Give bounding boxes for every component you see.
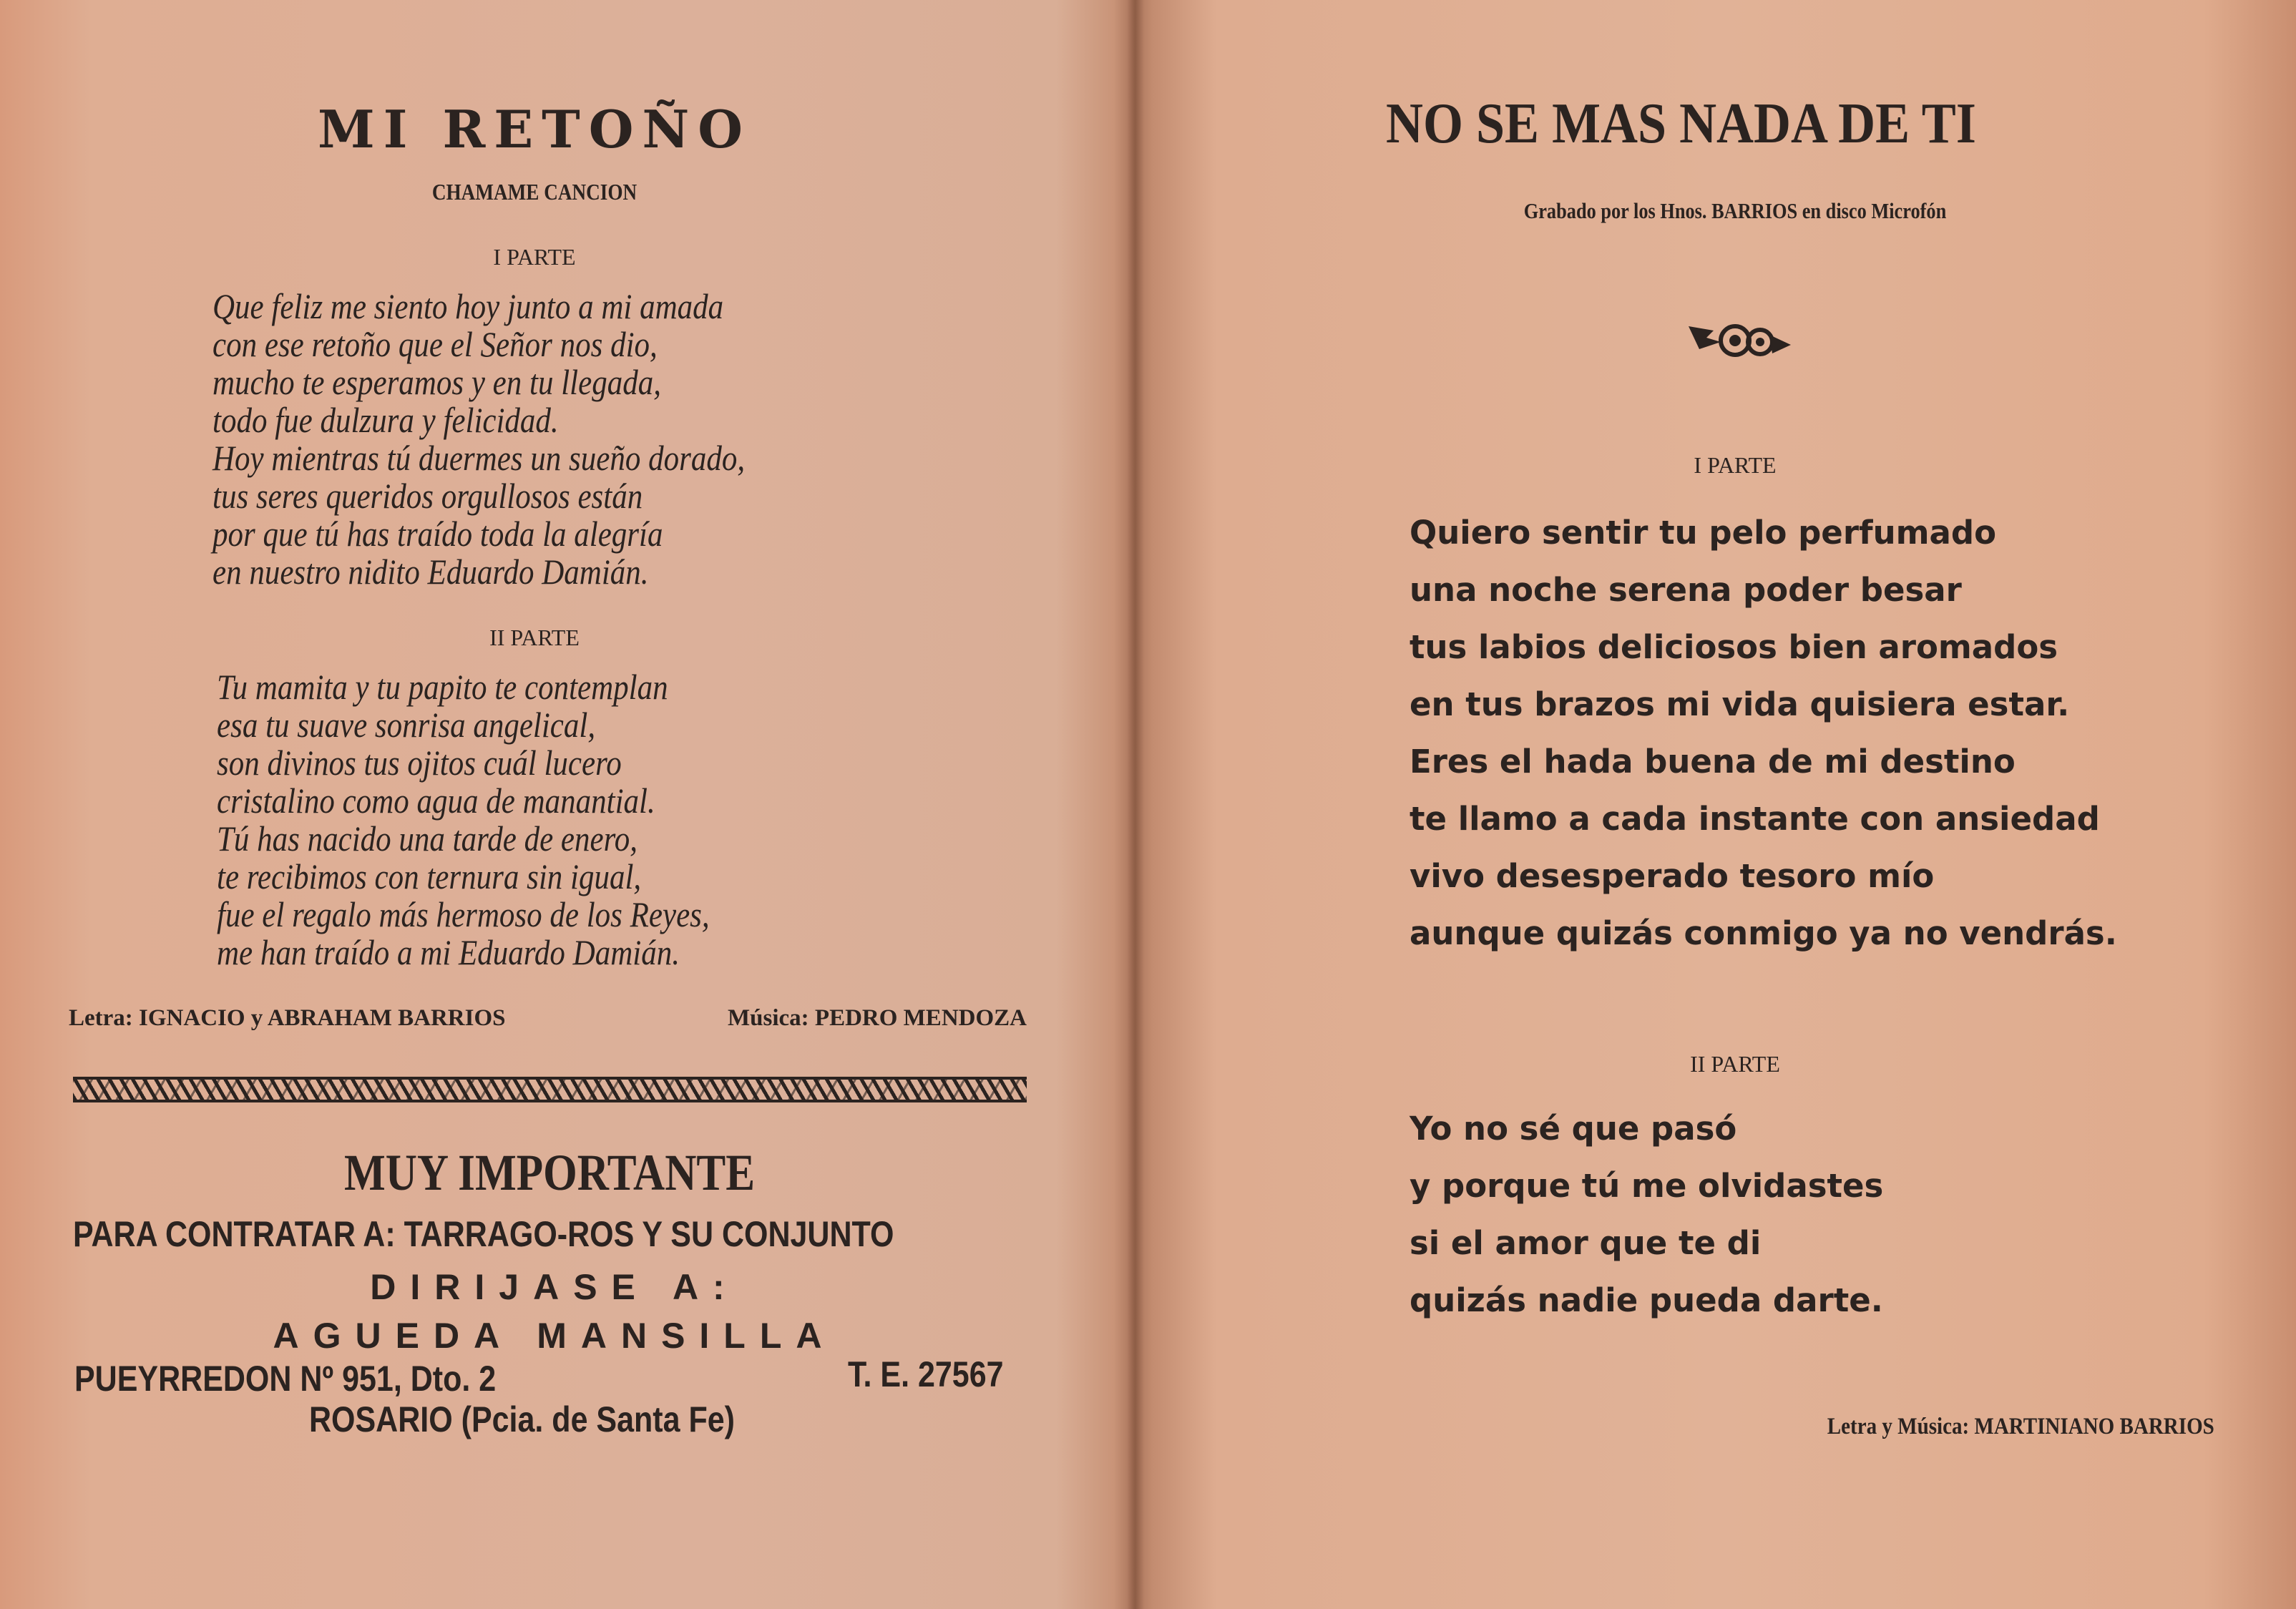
lyric-line: fue el regalo más hermoso de los Reyes, [217, 894, 710, 934]
lyric-line: Tú has nacido una tarde de enero, [217, 818, 637, 859]
lyrics-credit: Letra: IGNACIO y ABRAHAM BARRIOS [69, 1005, 506, 1031]
lyric-line: Que feliz me siento hoy junto a mi amada [212, 286, 724, 326]
lyric-line: una noche serena poder besar [1410, 571, 1962, 609]
part1-lyrics [1410, 504, 2117, 962]
lyric-line: Yo no sé que pasó [1410, 1110, 1737, 1148]
lyric-line: te llamo a cada instante con ansiedad [1410, 800, 2100, 838]
song-credit: Letra y Música: MARTINIANO BARRIOS [1827, 1414, 2214, 1439]
song-title: MI RETOÑO [318, 99, 751, 160]
rose-ornament-icon [1685, 321, 1792, 361]
ad-heading: MUY IMPORTANTE [343, 1144, 756, 1201]
lyric-line: Quiero sentir tu pelo perfumado [1410, 514, 1997, 552]
part2-lyrics [217, 668, 710, 972]
lyric-line: Eres el hada buena de mi destino [1410, 743, 2016, 781]
ad-address: PUEYRREDON Nº 951, Dto. 2 [74, 1359, 497, 1399]
lyric-line: por que tú has traído toda la alegría [212, 514, 663, 554]
recording-note: Grabado por los Hnos. BARRIOS en disco Microfón [1523, 198, 1947, 223]
part1-heading: I PARTE [493, 244, 576, 270]
part2-heading: II PARTE [489, 625, 580, 650]
part2-heading: II PARTE [1690, 1051, 1780, 1077]
lyric-line: esa tu suave sonrisa angelical, [217, 705, 596, 745]
lyric-line: cristalino como agua de manantial. [217, 781, 655, 821]
lyric-line: me han traído a mi Eduardo Damián. [217, 932, 680, 972]
part2-lyrics [1410, 1100, 1883, 1329]
lyric-line: vivo desesperado tesoro mío [1410, 857, 1935, 895]
left-page [0, 0, 1135, 1609]
ad-contact-name: AGUEDA MANSILLA [273, 1316, 836, 1356]
lyric-line: quizás nadie pueda darte. [1410, 1281, 1883, 1319]
lyric-line: en nuestro nidito Eduardo Damián. [212, 552, 649, 592]
lyric-line: si el amor que te di [1410, 1224, 1762, 1262]
part1-heading: I PARTE [1694, 452, 1777, 478]
lyric-line: Tu mamita y tu papito te contemplan [217, 667, 668, 707]
part1-lyrics [212, 288, 745, 591]
ad-line-contact: DIRIJASE A: [370, 1267, 739, 1307]
song-subtitle: CHAMAME CANCION [431, 179, 637, 205]
lyric-line: mucho te esperamos y en tu llegada, [212, 362, 661, 402]
lyric-line: en tus brazos mi vida quisiera estar. [1410, 685, 2070, 723]
lyric-line: con ese retoño que el Señor nos dio, [212, 324, 658, 364]
lyric-line: tus seres queridos orgullosos están [212, 476, 643, 516]
ad-city: ROSARIO (Pcia. de Santa Fe) [309, 1399, 735, 1439]
lyric-line: Hoy mientras tú duermes un sueño dorado, [212, 438, 746, 478]
ad-phone: T. E. 27567 [848, 1354, 1004, 1394]
lyric-line: todo fue dulzura y felicidad. [212, 400, 559, 440]
music-credit: Música: PEDRO MENDOZA [728, 1005, 1027, 1031]
lyric-line: te recibimos con ternura sin igual, [217, 856, 642, 896]
ad-line-contract: PARA CONTRATAR A: TARRAGO-ROS Y SU CONJUNTO [73, 1214, 894, 1254]
lyric-line: son divinos tus ojitos cuál lucero [217, 743, 622, 783]
lyric-line: aunque quizás conmigo ya no vendrás. [1410, 914, 2117, 952]
song-title: NO SE MAS NADA DE TI [1386, 92, 1976, 155]
lyric-line: tus labios deliciosos bien aromados [1410, 628, 2058, 666]
lyric-line: y porque tú me olvidastes [1410, 1167, 1884, 1205]
right-page [1135, 0, 2296, 1609]
ornamental-divider [73, 1077, 1027, 1102]
